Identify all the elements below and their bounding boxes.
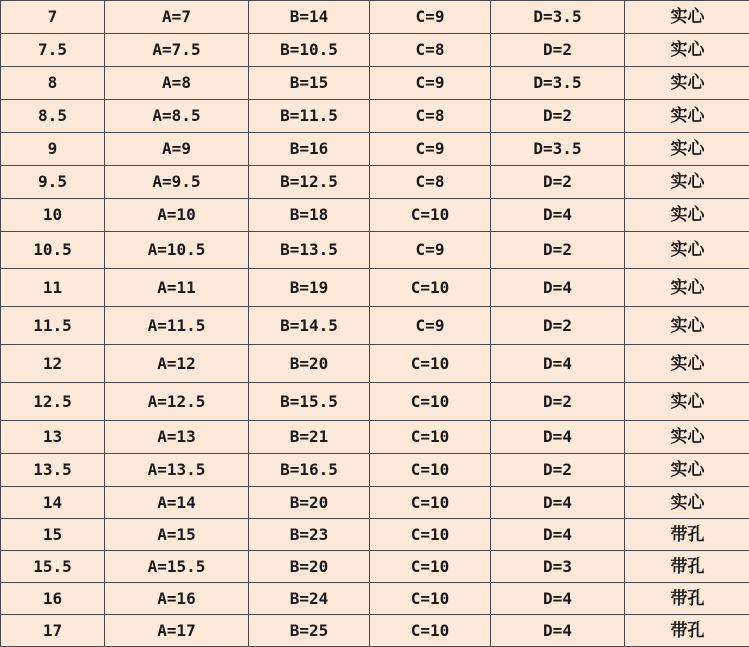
- dim-a-cell: A=8.5: [105, 100, 249, 133]
- dim-a-cell: A=7.5: [105, 34, 249, 67]
- type-cell: 实心: [625, 67, 749, 100]
- dim-c-cell: C=10: [370, 421, 491, 454]
- dim-c-cell: C=10: [370, 519, 491, 551]
- dim-d-cell: D=4: [491, 519, 625, 551]
- table-row: [1, 519, 749, 551]
- type-cell: 带孔: [625, 583, 749, 615]
- table-row: [1, 345, 749, 383]
- table-row: [1, 421, 749, 454]
- dim-d-cell: D=4: [491, 345, 625, 383]
- dim-d-cell: D=4: [491, 269, 625, 307]
- dim-c-cell: C=9: [370, 133, 491, 166]
- type-cell: 实心: [625, 100, 749, 133]
- table-row: [1, 487, 749, 519]
- size-cell: 13.5: [1, 454, 105, 487]
- type-cell: 带孔: [625, 551, 749, 583]
- dim-c-cell: C=10: [370, 383, 491, 421]
- table-row: [1, 100, 749, 133]
- dim-a-cell: A=9.5: [105, 166, 249, 199]
- type-cell: 实心: [625, 199, 749, 232]
- dim-c-cell: C=10: [370, 583, 491, 615]
- type-cell: 实心: [625, 383, 749, 421]
- table-row: [1, 307, 749, 345]
- dim-a-cell: A=10.5: [105, 232, 249, 269]
- dim-a-cell: A=11: [105, 269, 249, 307]
- dim-b-cell: B=15: [249, 67, 370, 100]
- type-cell: 实心: [625, 307, 749, 345]
- dim-b-cell: B=16.5: [249, 454, 370, 487]
- type-cell: 实心: [625, 1, 749, 34]
- size-cell: 12: [1, 345, 105, 383]
- dim-c-cell: C=9: [370, 232, 491, 269]
- dim-d-cell: D=2: [491, 307, 625, 345]
- size-cell: 7: [1, 1, 105, 34]
- dim-b-cell: B=15.5: [249, 383, 370, 421]
- dim-b-cell: B=20: [249, 487, 370, 519]
- dim-d-cell: D=4: [491, 583, 625, 615]
- dim-b-cell: B=14.5: [249, 307, 370, 345]
- type-cell: 带孔: [625, 615, 749, 647]
- dim-b-cell: B=14: [249, 1, 370, 34]
- size-spec-table-body: [1, 1, 749, 647]
- table-row: [1, 232, 749, 269]
- size-cell: 12.5: [1, 383, 105, 421]
- type-cell: 实心: [625, 232, 749, 269]
- dim-d-cell: D=3: [491, 551, 625, 583]
- dim-a-cell: A=13: [105, 421, 249, 454]
- dim-a-cell: A=7: [105, 1, 249, 34]
- dim-d-cell: D=2: [491, 34, 625, 67]
- type-cell: 实心: [625, 487, 749, 519]
- size-cell: 8: [1, 67, 105, 100]
- dim-a-cell: A=12.5: [105, 383, 249, 421]
- dim-a-cell: A=15.5: [105, 551, 249, 583]
- table-row: [1, 454, 749, 487]
- type-cell: 实心: [625, 421, 749, 454]
- dim-a-cell: A=13.5: [105, 454, 249, 487]
- type-cell: 实心: [625, 454, 749, 487]
- dim-d-cell: D=2: [491, 232, 625, 269]
- dim-d-cell: D=2: [491, 166, 625, 199]
- dim-c-cell: C=10: [370, 269, 491, 307]
- size-cell: 10.5: [1, 232, 105, 269]
- table-row: [1, 615, 749, 647]
- dim-b-cell: B=13.5: [249, 232, 370, 269]
- type-cell: 实心: [625, 34, 749, 67]
- dim-d-cell: D=4: [491, 615, 625, 647]
- table-row: [1, 551, 749, 583]
- dim-d-cell: D=4: [491, 487, 625, 519]
- dim-c-cell: C=10: [370, 454, 491, 487]
- dim-b-cell: B=10.5: [249, 34, 370, 67]
- dim-c-cell: C=8: [370, 100, 491, 133]
- table-row: [1, 269, 749, 307]
- dim-b-cell: B=16: [249, 133, 370, 166]
- table-row: [1, 199, 749, 232]
- dim-a-cell: A=11.5: [105, 307, 249, 345]
- size-cell: 15.5: [1, 551, 105, 583]
- table-row: [1, 583, 749, 615]
- dim-b-cell: B=23: [249, 519, 370, 551]
- dim-b-cell: B=19: [249, 269, 370, 307]
- size-cell: 7.5: [1, 34, 105, 67]
- table-row: [1, 133, 749, 166]
- size-cell: 11.5: [1, 307, 105, 345]
- table-row: [1, 1, 749, 34]
- size-cell: 13: [1, 421, 105, 454]
- table-row: [1, 383, 749, 421]
- dim-b-cell: B=18: [249, 199, 370, 232]
- dim-c-cell: C=10: [370, 615, 491, 647]
- dim-a-cell: A=12: [105, 345, 249, 383]
- size-cell: 14: [1, 487, 105, 519]
- dim-a-cell: A=10: [105, 199, 249, 232]
- dim-c-cell: C=9: [370, 307, 491, 345]
- dim-d-cell: D=2: [491, 383, 625, 421]
- dim-b-cell: B=20: [249, 345, 370, 383]
- dim-b-cell: B=11.5: [249, 100, 370, 133]
- dim-c-cell: C=9: [370, 1, 491, 34]
- dim-c-cell: C=10: [370, 487, 491, 519]
- size-cell: 9.5: [1, 166, 105, 199]
- dim-a-cell: A=14: [105, 487, 249, 519]
- dim-c-cell: C=9: [370, 67, 491, 100]
- dim-c-cell: C=10: [370, 551, 491, 583]
- dim-b-cell: B=21: [249, 421, 370, 454]
- dim-d-cell: D=4: [491, 199, 625, 232]
- dim-b-cell: B=20: [249, 551, 370, 583]
- type-cell: 实心: [625, 166, 749, 199]
- size-cell: 17: [1, 615, 105, 647]
- dim-d-cell: D=3.5: [491, 67, 625, 100]
- dim-d-cell: D=2: [491, 100, 625, 133]
- dim-a-cell: A=15: [105, 519, 249, 551]
- dim-c-cell: C=10: [370, 345, 491, 383]
- dim-b-cell: B=12.5: [249, 166, 370, 199]
- dim-c-cell: C=10: [370, 199, 491, 232]
- dim-c-cell: C=8: [370, 166, 491, 199]
- dim-d-cell: D=3.5: [491, 1, 625, 34]
- dim-c-cell: C=8: [370, 34, 491, 67]
- dim-d-cell: D=2: [491, 454, 625, 487]
- size-cell: 8.5: [1, 100, 105, 133]
- dim-b-cell: B=25: [249, 615, 370, 647]
- table-row: [1, 166, 749, 199]
- dim-a-cell: A=8: [105, 67, 249, 100]
- size-cell: 16: [1, 583, 105, 615]
- size-cell: 10: [1, 199, 105, 232]
- table-row: [1, 67, 749, 100]
- dim-a-cell: A=9: [105, 133, 249, 166]
- type-cell: 实心: [625, 269, 749, 307]
- type-cell: 实心: [625, 345, 749, 383]
- dim-a-cell: A=17: [105, 615, 249, 647]
- size-cell: 9: [1, 133, 105, 166]
- dim-a-cell: A=16: [105, 583, 249, 615]
- type-cell: 实心: [625, 133, 749, 166]
- table-row: [1, 34, 749, 67]
- dim-d-cell: D=3.5: [491, 133, 625, 166]
- dim-b-cell: B=24: [249, 583, 370, 615]
- type-cell: 带孔: [625, 519, 749, 551]
- size-cell: 11: [1, 269, 105, 307]
- dim-d-cell: D=4: [491, 421, 625, 454]
- size-cell: 15: [1, 519, 105, 551]
